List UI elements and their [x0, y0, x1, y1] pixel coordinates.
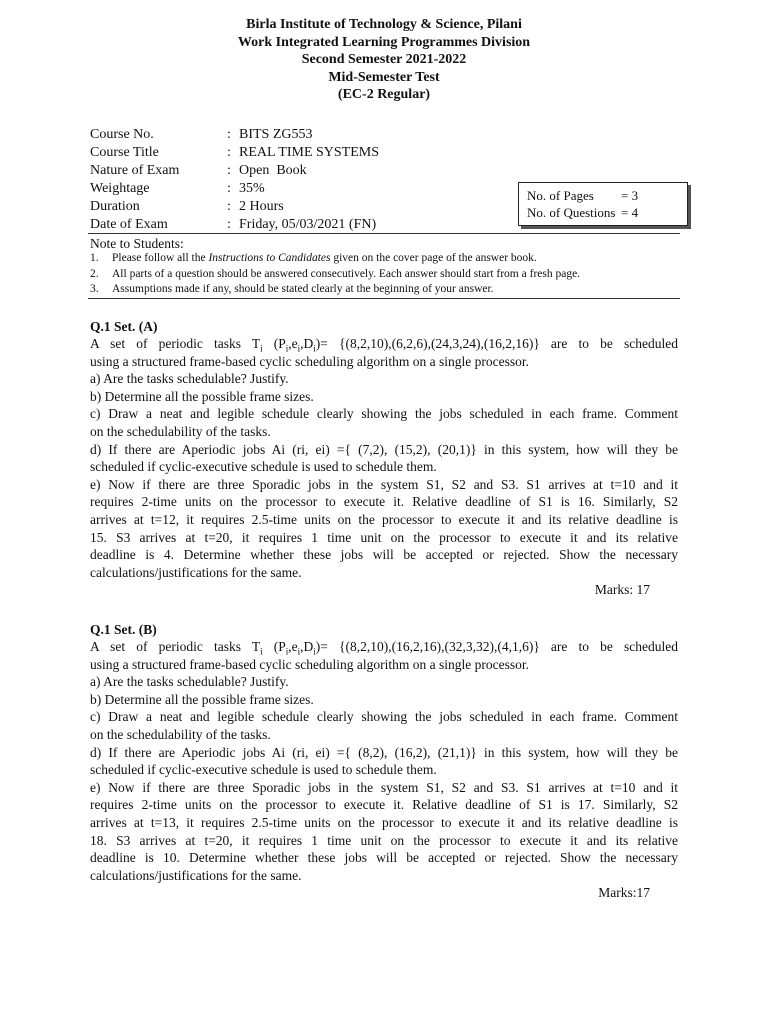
marks-label: Marks: 17	[594, 582, 650, 598]
course-detail-label: Course No.	[90, 127, 154, 142]
pages-count-row	[527, 187, 679, 204]
question-line: a) Are the tasks schedulable? Justify.	[90, 674, 289, 690]
note-item	[90, 282, 690, 298]
colon: :	[227, 199, 231, 214]
question-line: on the schedulability of the tasks.	[90, 423, 271, 439]
colon: :	[227, 217, 231, 232]
question-title: Q.1 Set. (A)	[90, 319, 158, 334]
question-set-a	[90, 318, 678, 599]
question-line: e) Now if there are three Sporadic jobs in the system S1, S2 and S3. S1 arrives at t=10 and it	[90, 779, 678, 795]
course-detail-label: Course Title	[90, 145, 159, 160]
course-detail-value: Friday, 05/03/2021 (FN)	[239, 217, 377, 232]
course-detail-value: BITS ZG553	[239, 127, 313, 142]
colon: :	[227, 127, 231, 142]
notes-to-students	[90, 236, 690, 298]
question-line: 15. S3 arrives at t=20, it requires 1 time unit on the processor to execute it and its relative	[90, 529, 678, 545]
course-detail-value: 2 Hours	[239, 199, 284, 214]
question-line: using a structured frame-based cyclic scheduling algorithm on a single processor.	[90, 353, 529, 369]
question-line: arrives at t=13, it requires 2.5-time units on the processor to execute it and its relative deadline is	[90, 814, 678, 830]
question-line: requires 2-time units on the processor to execute it. Relative deadline of S1 is 17. Similarly, S2	[90, 797, 678, 813]
regular-label: (EC-2 Regular)	[337, 87, 431, 103]
question-line: calculations/justifications for the same.	[90, 564, 302, 580]
course-detail-label: Nature of Exam	[90, 163, 180, 178]
note-item	[90, 251, 690, 267]
exam-header	[0, 16, 768, 104]
question-lead-line: A set of periodic tasks $T_i$ $(P_i,e_i,D_i)= \{(8,2,10),(6,2,6),(24,3,24),(16,2,16)\}$ are to be scheduled	[90, 336, 678, 354]
course-detail-row	[90, 162, 690, 180]
colon: :	[227, 163, 231, 178]
note-text: Assumptions made if any, should be stated clearly at the beginning of your answer.	[112, 283, 494, 295]
question-line: d) If there are Aperiodic jobs Ai (ri, ei) ={ (8,2), (16,2), (21,1)} in this system, how will they be	[90, 744, 678, 760]
question-line: on the schedulability of the tasks.	[90, 726, 271, 742]
division-name: Work Integrated Learning Programmes Division	[237, 34, 531, 50]
divider-bottom	[88, 298, 680, 299]
marks-label: Marks:17	[598, 885, 650, 901]
question-line: deadline is 4. Determine whether these jobs will be accepted or rejected. Show the necessary	[90, 547, 678, 563]
question-line: d) If there are Aperiodic jobs Ai (ri, ei) ={ (7,2), (15,2), (20,1)} in this system, how will they be	[90, 441, 678, 457]
question-line: 18. S3 arrives at t=20, it requires 1 time unit on the processor to execute it and its relative	[90, 832, 678, 848]
note-text: All parts of a question should be answered consecutively. Each answer should start from a fresh page.	[112, 267, 581, 280]
course-detail-label: Date of Exam	[90, 217, 168, 232]
course-detail-value: 35%	[239, 181, 265, 196]
question-line: b) Determine all the possible frame sizes.	[90, 691, 314, 707]
question-line: deadline is 10. Determine whether these jobs will be accepted or rejected. Show the necessary	[90, 850, 678, 866]
question-line: c) Draw a neat and legible schedule clearly showing the jobs scheduled in each frame. Comment	[90, 406, 678, 422]
test-title: Mid-Semester Test	[328, 69, 440, 85]
question-line: using a structured frame-based cyclic scheduling algorithm on a single processor.	[90, 656, 529, 672]
institute-name: Birla Institute of Technology & Science, Pilani	[246, 17, 522, 32]
note-text: Please follow all the Instructions to Candidates given on the cover page of the answer book.	[112, 252, 537, 264]
question-line: requires 2-time units on the processor to execute it. Relative deadline of S1 is 16. Similarly, S2	[90, 494, 678, 510]
note-number: 3.	[90, 283, 99, 295]
course-detail-row	[90, 144, 690, 162]
question-line: c) Draw a neat and legible schedule clearly showing the jobs scheduled in each frame. Comment	[90, 709, 678, 725]
question-line: calculations/justifications for the same.	[90, 867, 302, 883]
course-detail-label: Weightage	[90, 181, 150, 196]
note-number: 1.	[90, 252, 99, 264]
course-detail-value: REAL TIME SYSTEMS	[239, 145, 380, 160]
question-line: scheduled if cyclic-executive schedule is used to schedule them.	[90, 762, 437, 778]
course-detail-value: Open Book	[239, 163, 307, 178]
course-detail-row	[90, 126, 690, 144]
course-detail-label: Duration	[90, 199, 140, 214]
notes-title: Note to Students:	[90, 236, 184, 251]
pages-value: = 3	[621, 188, 639, 203]
question-line: e) Now if there are three Sporadic jobs in the system S1, S2 and S3. S1 arrives at t=10 and it	[90, 476, 678, 492]
note-number: 2.	[90, 267, 99, 280]
note-item	[90, 267, 690, 283]
question-line: scheduled if cyclic-executive schedule is used to schedule them.	[90, 459, 437, 475]
colon: :	[227, 145, 231, 160]
question-set-b	[90, 621, 678, 902]
question-title: Q.1 Set. (B)	[90, 622, 157, 637]
question-line: a) Are the tasks schedulable? Justify.	[90, 371, 289, 387]
question-lead-line: A set of periodic tasks $T_i$ $(P_i,e_i,D_i)= \{(8,2,10),(16,2,16),(32,3,32),(4,1,6)\}$ are to be scheduled	[90, 639, 678, 657]
colon: :	[227, 181, 231, 196]
divider-top	[88, 233, 680, 234]
pages-questions-box	[518, 182, 688, 226]
questions-value: = 4	[621, 205, 639, 220]
question-line: arrives at t=12, it requires 2.5-time units on the processor to execute it and its relative deadline is	[90, 511, 678, 527]
pages-label: No. of Pages	[527, 188, 594, 203]
semester-title: Second Semester 2021-2022	[301, 52, 467, 68]
question-line: b) Determine all the possible frame sizes.	[90, 388, 314, 404]
questions-label: No. of Questions	[527, 205, 616, 220]
questions-count-row	[527, 204, 679, 221]
